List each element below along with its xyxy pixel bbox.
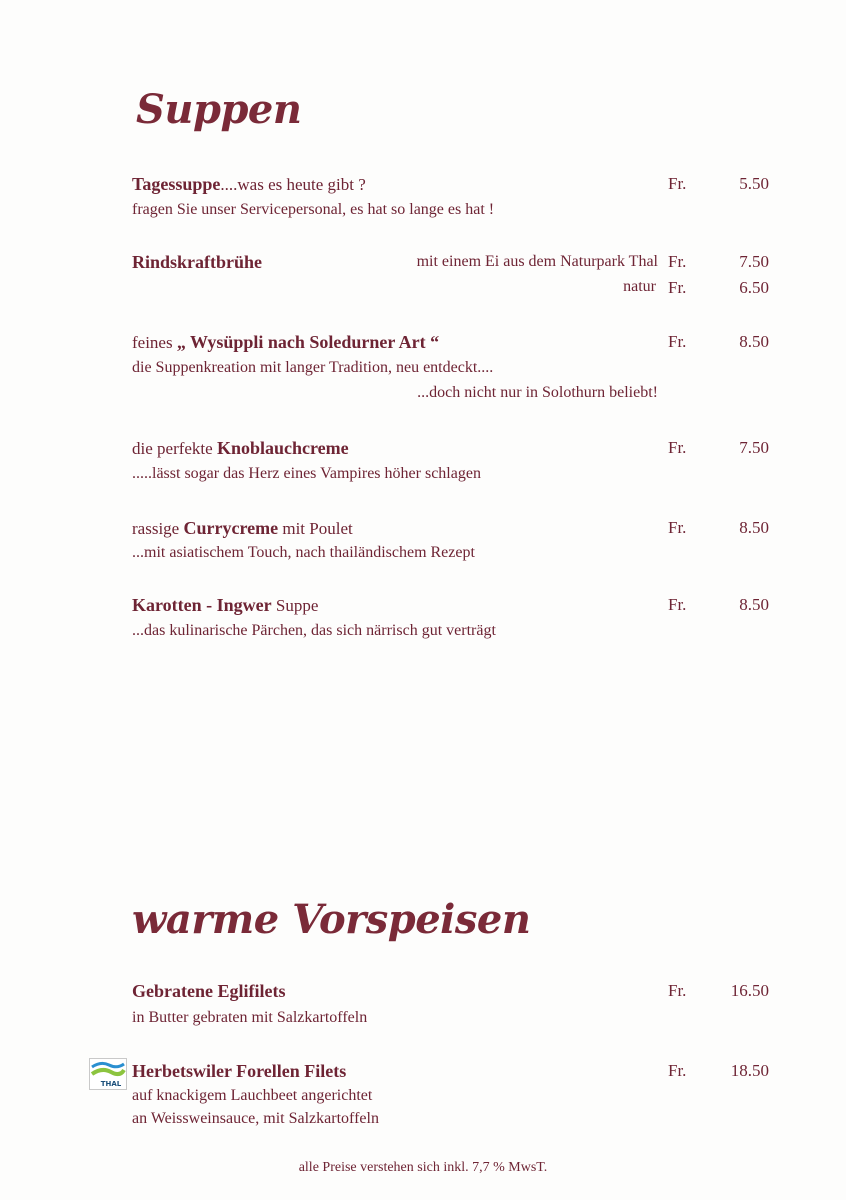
currency-label: Fr. [668, 1061, 687, 1080]
item-prefix: die perfekte [132, 439, 213, 458]
menu-item-wysueppli [132, 332, 439, 353]
item-suffix: mit Poulet [282, 519, 353, 538]
item-price: 5.50 [739, 174, 769, 193]
currency-label: Fr. [668, 332, 687, 351]
item-price: 8.50 [739, 518, 769, 537]
item-description: die Suppenkreation mit langer Tradition, neu entdeckt.... [132, 359, 494, 376]
menu-item-knoblauchcreme [132, 438, 349, 459]
section-title-starters: warme Vorspeisen [132, 896, 531, 943]
section-title-soups: Suppen [136, 86, 302, 133]
item-prefix: feines [132, 333, 173, 352]
item-description: an Weissweinsauce, mit Salzkartoffeln [132, 1110, 379, 1127]
menu-item-karotten-ingwer [132, 595, 318, 616]
item-description: fragen Sie unser Servicepersonal, es hat so lange es hat ! [132, 201, 495, 218]
item-variant: natur [623, 278, 656, 295]
item-price: 16.50 [730, 981, 769, 1000]
item-description: ...das kulinarische Pärchen, das sich närrisch gut verträgt [132, 622, 496, 639]
naturpark-thal-logo [89, 1058, 127, 1090]
item-description: auf knackigem Lauchbeet angerichtet [132, 1087, 373, 1104]
item-name: Tagessuppe [132, 174, 221, 194]
item-price: 6.50 [739, 278, 769, 297]
item-price: 8.50 [739, 595, 769, 614]
item-name: Knoblauchcreme [216, 438, 349, 458]
item-prefix: rassige [132, 519, 180, 538]
item-description: ...mit asiatischem Touch, nach thailändischem Rezept [132, 544, 475, 561]
currency-label: Fr. [668, 595, 687, 614]
item-variant: mit einem Ei aus dem Naturpark Thal [416, 253, 658, 270]
item-description: .....lässt sogar das Herz eines Vampires höher schlagen [132, 465, 481, 482]
currency-label: Fr. [668, 252, 687, 271]
item-suffix: Suppe [275, 596, 319, 615]
item-name: Currycreme [183, 518, 279, 538]
item-suffix: ....was es heute gibt ? [220, 175, 366, 194]
item-price: 8.50 [739, 332, 769, 351]
item-price: 7.50 [739, 252, 769, 271]
item-name: Karotten - Ingwer [132, 595, 272, 615]
item-price: 7.50 [739, 438, 769, 457]
item-description: ...doch nicht nur in Solothurn beliebt! [417, 384, 658, 401]
currency-label: Fr. [668, 174, 687, 193]
item-name: „ Wysüppli nach Soledurner Art “ [176, 332, 440, 352]
currency-label: Fr. [668, 981, 687, 1000]
item-description: in Butter gebraten mit Salzkartoffeln [132, 1009, 368, 1026]
menu-item-forellen-filets: Herbetswiler Forellen Filets [132, 1061, 347, 1081]
item-price: 18.50 [730, 1061, 769, 1080]
svg-text:THAL: THAL [100, 1080, 122, 1088]
currency-label: Fr. [668, 518, 687, 537]
currency-label: Fr. [668, 278, 687, 297]
menu-item-rindskraftbruehe: Rindskraftbrühe [132, 252, 263, 272]
menu-item-eglifilets: Gebratene Eglifilets [132, 981, 286, 1001]
menu-item-currycreme [132, 518, 353, 539]
currency-label: Fr. [668, 438, 687, 457]
menu-item-tagessuppe [132, 174, 366, 195]
price-note-footer: alle Preise verstehen sich inkl. 7,7 % MwsT. [298, 1160, 548, 1175]
